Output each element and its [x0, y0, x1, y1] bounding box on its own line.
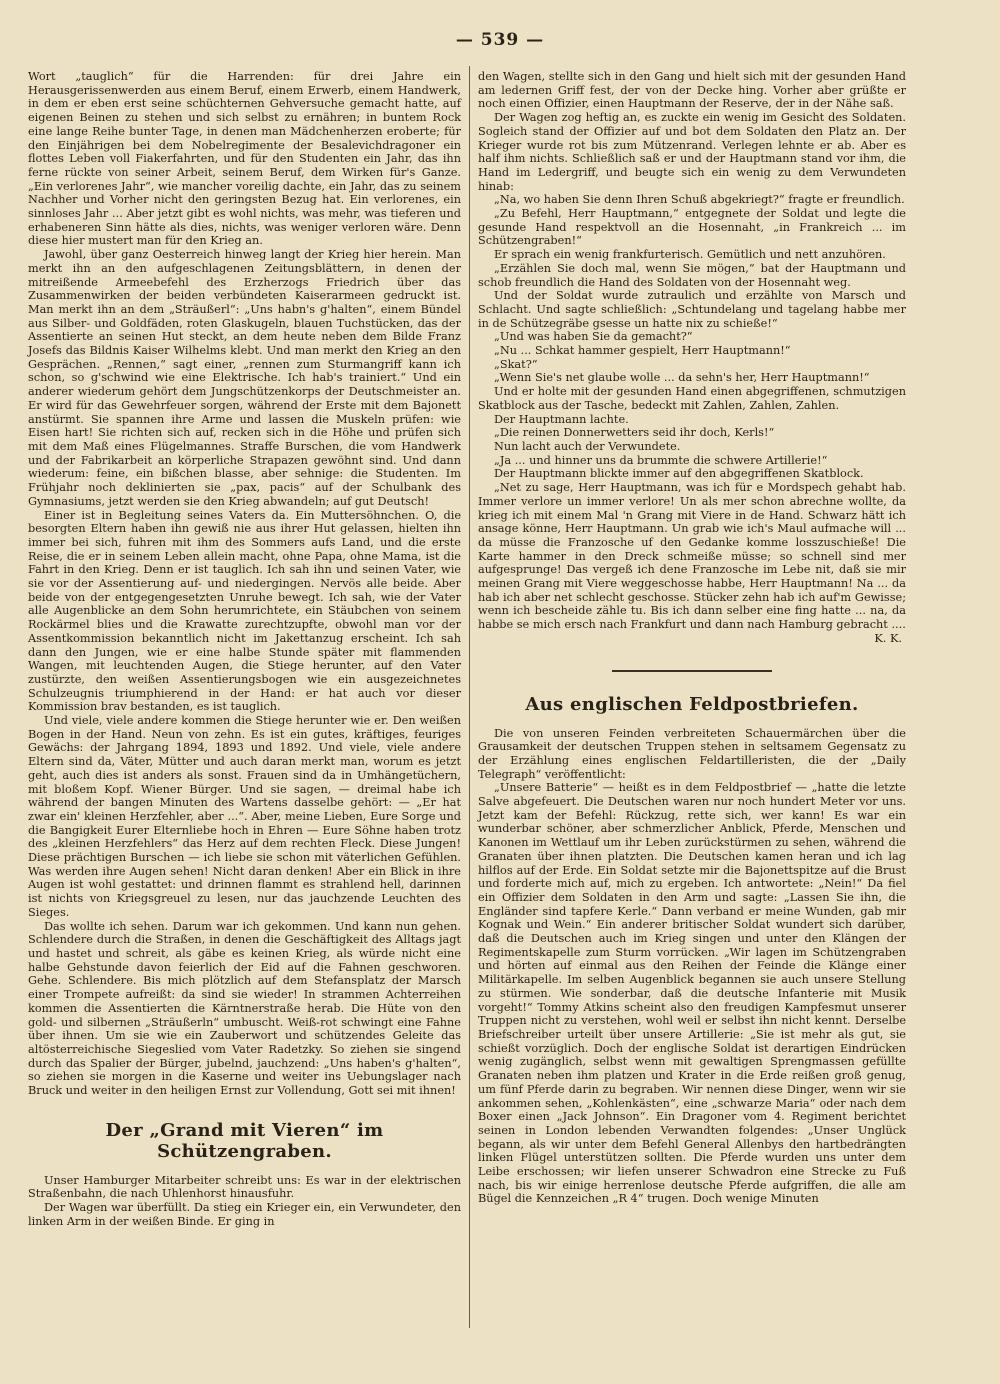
left-column: [28, 70, 461, 1229]
column-divider: [469, 66, 470, 1328]
right-paragraph: Der Hauptmann lachte.: [494, 412, 629, 426]
article-paragraph: Der Wagen war überfüllt. Da stieg ein Krieger ein, ein Verwundeter, den linken Arm in der weißen Binde. Er ging in: [28, 1201, 461, 1228]
right-paragraph: Nun lacht auch der Verwundete.: [494, 439, 681, 453]
right-paragraph: „Net zu sage, Herr Hauptmann, was ich für e Mordspech gehabt hab. Immer verlore un immer verlore! Un als mer schon abrechne wollte, da krieg ich mit einem Mal 'n Grang mit Viere in de Hand. Schwarz hätt ich ansage könne, Herr Hauptmann. Un grab wie ich's Maul aufmache will ... da müsse die Franzosche uf den Gedanke komme losszuschieße! Die Karte hammer in den Dreck schmeiße müsse; so schnell sind mer aufgesprunge! Das vergeß ich dene Franzosche im Lebe nit, daß sie mir meinen Grang mit Viere weggeschosse habbe, Herr Hauptmann! Na ... da hab ich aber net schlecht geschosse. Stücker zehn hab ich auf'm Gewisse; wenn ich bescheide zähle tu. Bis ich dann selber eine fing hatte ... na, da habbe se mich ersch nach Frankfurt und dann nach Hamburg gebracht ....: [478, 481, 906, 632]
right-paragraph: „Wenn Sie's net glaube wolle ... da sehn's her, Herr Hauptmann!“: [494, 371, 870, 385]
right-paragraph: „Erzählen Sie doch mal, wenn Sie mögen,“ bat der Hauptmann und schob freundlich die Hand des Soldaten von der Hosennaht weg.: [478, 261, 906, 289]
right-paragraph: „Skat?“: [494, 357, 538, 371]
left-paragraph: Einer ist in Begleitung seines Vaters da. Ein Muttersöhnchen. O, die besorgten Eltern haben ihn gewiß nie aus ihrer Hut gelassen, hielten ihn immer bei sich, fuhren mit ihm des Sommers aufs Land, und die erste Reise, die er in seinem Leben allein macht, ohne Papa, ohne Mama, ist die Fahrt in den Krieg. Denn er ist tauglich. Ich sah ihn und seinen Vater, wie sie vor der Assentierung auf- und niedergingen. Nervös alle beide. Aber beide von der entgegengesetzten Unruhe bewegt. Ich sah, wie der Vater alle Augenblicke an dem Sohn herumrichtete, ein Stäubchen von seinem Rockärmel blies und die Krawatte zurechtzupfte, obwohl man vor der Assentkommission bekanntlich nicht im Jakettanzug erscheint. Ich sah dann den Jungen, wie er eine halbe Stunde später mit flammenden Wangen, mit leuchtenden Augen, die Stiege herunter, auf den Vater zustürzte, den weißen Assentierungsbogen wie ein ausgezeichnetes Schulzeugnis triumphierend in der Hand: er hat auch vor dieser Kommission brav bestanden, es ist tauglich.: [28, 508, 461, 714]
article-paragraph: Die von unseren Feinden verbreiteten Schauermärchen über die Grausamkeit der deutschen Truppen stehen in seltsamem Gegensatz zu der Erzählung eines englischen Feldartilleristen, die der „Daily Telegraph“ veröffentlicht:: [478, 726, 906, 781]
left-paragraph: Wort „tauglich“ für die Harrenden: für drei Jahre ein Herausgerissenwerden aus einem Beruf, einem Erwerb, einem Handwerk, in dem er eben erst seine schüchternen Gehversuche gemacht hatte, auf eigenen Beinen zu stehen und sich selbst zu ernähren; in buntem Rock eine lange Reihe bunter Tage, in denen man Mädchenherzen eroberte; für den Einjährigen bei dem Nobelregimente der Besalevichdragoner ein flottes Leben voll Fiakerfahrten, und für den Studenten ein Jahr, das ihn ferne rückte von seiner Arbeit, seinem Beruf, dem Wirken für's Ganze. „Ein verlorenes Jahr“, wie mancher voreilig dachte, ein Jahr, das zu seinem Nachher und Vorher nicht den geringsten Bezug hat. Ein verlorenes, ein sinnloses Jahr ... Aber jetzt gibt es wohl nichts, was mehr, was tieferen und erhabeneren Sinn hätte als dies, nichts, was weniger verloren wäre. Denn diese hier mustert man für den Krieg an.: [28, 70, 461, 248]
section-rule: [612, 670, 772, 672]
right-paragraph: „Die reinen Donnerwetters seid ihr doch, Kerls!“: [494, 426, 775, 440]
right-paragraph: „Nu ... Schkat hammer gespielt, Herr Hauptmann!“: [494, 344, 791, 358]
article-paragraph: „Unsere Batterie“ — heißt es in dem Feldpostbrief — „hatte die letzte Salve abgefeuert. Die Deutschen waren nur noch hundert Meter vor uns. Jetzt kam der Befehl: Rückzug, rette sich, wer kann! Es war ein wunderbar schöner, aber schmerzlicher Anblick, Pferde, Menschen und Kanonen im Wettlauf um ihr Leben zurückstürmen zu sehen, während die Granaten über ihnen platzten. Die Deutschen kamen heran und ich lag hilflos auf der Erde. Ein Soldat setzte mir die Bajonettspitze auf die Brust und forderte mich auf, mich zu ergeben. Ich antwortete: „Nein!“ Da fiel ein Offizier dem Soldaten in den Arm und sagte: „Lassen Sie ihn, die Engländer sind tapfere Kerle.“ Dann verband er meine Wunden, gab mir Kognak und Wein.“ Ein anderer britischer Soldat wundert sich darüber, daß die Deutschen auch im Krieg singen und unter den Klängen der Regimentskapelle zum Sturm vorrücken. „Wir lagen im Schützengraben und hörten auf einmal aus den Reihen der Feinde die Klänge einer Militärkapelle. Im selben Augenblick begannen sie auch unsere Stellung zu stürmen. Wie sonderbar, daß die deutsche Infanterie mit Musik vorgeht!“ Tommy Atkins scheint also den freudigen Kampfesmut unserer Truppen nicht zu verstehen, wohl weil er selbst ihn nicht kennt. Derselbe Briefschreiber urteilt über unsere Artillerie: „Sie ist mehr als gut, sie schießt vorzüglich. Doch der englische Soldat ist derartigen Eindrücken wenig zugänglich, selbst wenn mit gewaltigen Sprengmassen gefüllte Granaten neben ihm platzen und Krater in die Erde reißen groß genug, um fünf Pferde darin zu begraben. Wir nennen diese Dinger, wenn wir sie ankommen sehen, „Kohlenkästen“, eine „schwarze Maria“ oder nach dem Boxer einen „Jack Johnson“. Ein Dragoner vom 4. Regiment berichtet seinen in London lebenden Verwandten folgendes: „Unser Unglück begann, als wir unter dem Befehl General Allenbys den hartbedrängten linken Flügel unterstützen sollten. Die Pferde wurden uns unter dem Leibe erschossen; wir liefen unserer Schwadron eine Strecke zu Fuß nach, bis wir einige herrenlose deutsche Pferde aufgriffen, die alle am Bügel die Kennzeichen „R 4“ trugen. Doch wenige Minuten: [478, 781, 906, 1206]
left-paragraph: Jawohl, über ganz Oesterreich hinweg langt der Krieg hier herein. Man merkt ihn an den aufgeschlagenen Zeitungsblättern, in denen der mitreißende Armeebefehl des Erzherzogs Friedrich über das Zusammenwirken der beiden verbündeten Kaiserarmeen gedruckt ist. Man merkt ihn an dem „Sträußerl“: „Uns habn's g'halten“, einem Bündel aus Silber- und Goldfäden, roten Glaskugeln, blauen Tuchstücken, das der Assentierte an seinen Hut steckt, an dem heute neben dem Bilde Franz Josefs das Bildnis Kaiser Wilhelms klebt. Und man merkt den Krieg an den Gesprächen. „Rennen,“ sagt einer, „rennen zum Sturmangriff kann ich schon, so g'schwind wie eine Elektrische. Ich hab's trainiert.“ Und ein anderer wiederum gehört dem Jungschützenkorps der Deutschmeister an. Er wird für das Gewehrfeuer sorgen, während der Erste mit dem Bajonett anstürmt. Sie spannen ihre Arme und lassen die Muskeln prüfen: wie Eisen hart! Sie richten sich auf, recken sich in die Höhe und prüfen sich mit dem Maß eines Flügelmannes. Straffe Burschen, die vom Handwerk und der Fabrikarbeit an körperliche Strapazen gewöhnt sind. Und dann wiederum: feine, ein bißchen blasse, aber sehnige: die Studenten. Im Frühjahr noch deklinierten sie „pax, pacis“ auf der Schulbank des Gymnasiums, jetzt werden sie den Krieg abwandeln; auf gut Deutsch!: [28, 248, 461, 508]
right-paragraph: den Wagen, stellte sich in den Gang und hielt sich mit der gesunden Hand am ledernen Griff fest, der von der Decke hing. Vorher aber grüßte er noch einen Offizier, einen Hauptmann der Reserve, der in der Nähe saß.: [478, 70, 906, 111]
left-paragraph: Das wollte ich sehen. Darum war ich gekommen. Und kann nun gehen. Schlendere durch die Straßen, in denen die Geschäftigkeit des Alltags jagt und hastet und schreit, als gäbe es keinen Krieg, als würde nicht eine halbe Gehstunde davon feierlich der Eid auf die Fahnen geschworen. Gehe. Schlendere. Bis mich plötzlich auf dem Stefansplatz der Marsch einer Trompete aufreißt: da sind sie wieder! In strammen Achterreihen kommen die Assentierten die Kärntnerstraße herab. Die Hüte von den gold- und silbernen „Sträußerln“ umbuscht. Weiß-rot schwingt eine Fahne über ihnen. Um sie wie ein Zauberwort und schützendes Geleite das altösterreichische Siegeslied vom Vater Radetzky. So ziehen sie singend durch das Spalier der Bürger, jubelnd, jauchzend: „Uns haben's g'halten“, so ziehen sie morgen in die Kaserne und weiter ins Uebungslager nach Bruck und weiter in den heiligen Ernst zur Vollendung, Gott sei mit ihnen!: [28, 919, 461, 1098]
right-paragraph: „Und was haben Sie da gemacht?“: [494, 330, 693, 344]
right-paragraph: Und der Soldat wurde zutraulich und erzählte von Marsch und Schlacht. Und sagte schließlich: „Schtundelang und tagelang habbe mer in de Schützegräbe gsesse un hatte nix zu schieße!“: [478, 289, 906, 330]
right-paragraph: Der Hauptmann blickte immer auf den abgegriffenen Skatblock.: [494, 467, 864, 481]
article-signature: K. K.: [874, 631, 902, 645]
left-paragraph: Und viele, viele andere kommen die Stiege herunter wie er. Den weißen Bogen in der Hand. Neun von zehn. Es ist ein gutes, kräftiges, feuriges Gewächs: der Jahrgang 1894, 1893 und 1892. Und viele, viele andere Eltern sind da, Väter, Mütter und auch daran merkt man, worum es jetzt geht, auch dies ist anders als sonst. Frauen sind da in Umhängetüchern, mit bloßem Kopf. Wiener Bürger. Und sie sagen, — dreimal habe ich während der bangen Minuten des Wartens dasselbe gehört: — „Er hat zwar ein' kleinen Herzfehler, aber ...“. Aber, meine Lieben, Eure Sorge und die Bangigkeit Eurer Elternliebe hoch in Ehren — Eure Söhne haben trotz des „kleinen Herzfehlers“ das Herz auf dem rechten Fleck. Diese Jungen! Diese prächtigen Burschen — ich liebe sie schon mit väterlichen Gefühlen. Was werden ihre Augen sehen! Nicht daran denken! Aber ein Blick in ihre Augen ist wohl gestattet: und drinnen flammt es strahlend hell, darinnen ist nichts von Kriegsgreuel zu lesen, nur das jauchzende Leuchten des Sieges.: [28, 714, 461, 919]
right-paragraph: Der Wagen zog heftig an, es zuckte ein wenig im Gesicht des Soldaten. Sogleich stand der Offizier auf und bot dem Soldaten den Platz an. Der Krieger wurde rot bis zum Mützenrand. Verlegen lehnte er ab. Aber es half ihm nichts. Schließlich saß er und der Hauptmann stand vor ihm, die Hand im Ledergriff, und beugte sich ein wenig zu dem Verwundeten hinab:: [478, 111, 906, 193]
article-headline-feldpost: Aus englischen Feldpostbriefen.: [525, 693, 859, 715]
right-paragraph: Und er holte mit der gesunden Hand einen abgegriffenen, schmutzigen Skatblock aus der Tasche, bedeckt mit Zahlen, Zahlen, Zahlen.: [478, 385, 906, 412]
right-paragraph: „Zu Befehl, Herr Hauptmann,“ entgegnete der Soldat und legte die gesunde Hand respektvoll an die Hosennaht, „in Frankreich ... im Schützengraben!“: [478, 207, 906, 248]
right-paragraph: Er sprach ein wenig frankfurterisch. Gemütlich und nett anzuhören.: [494, 248, 886, 262]
right-paragraph: „Na, wo haben Sie denn Ihren Schuß abgekriegt?“ fragte er freundlich.: [494, 193, 905, 207]
article-paragraph: Unser Hamburger Mitarbeiter schreibt uns: Es war in der elektrischen Straßenbahn, die nach Uhlenhorst hinausfuhr.: [28, 1173, 461, 1201]
right-paragraph: „Ja ... und hinner uns da brummte die schwere Artillerie!“: [494, 453, 828, 467]
page-number: — 539 —: [455, 30, 545, 50]
right-column: [478, 70, 906, 1206]
article-headline-grand: Der „Grand mit Vieren“ im Schützengraben.: [105, 1119, 384, 1162]
